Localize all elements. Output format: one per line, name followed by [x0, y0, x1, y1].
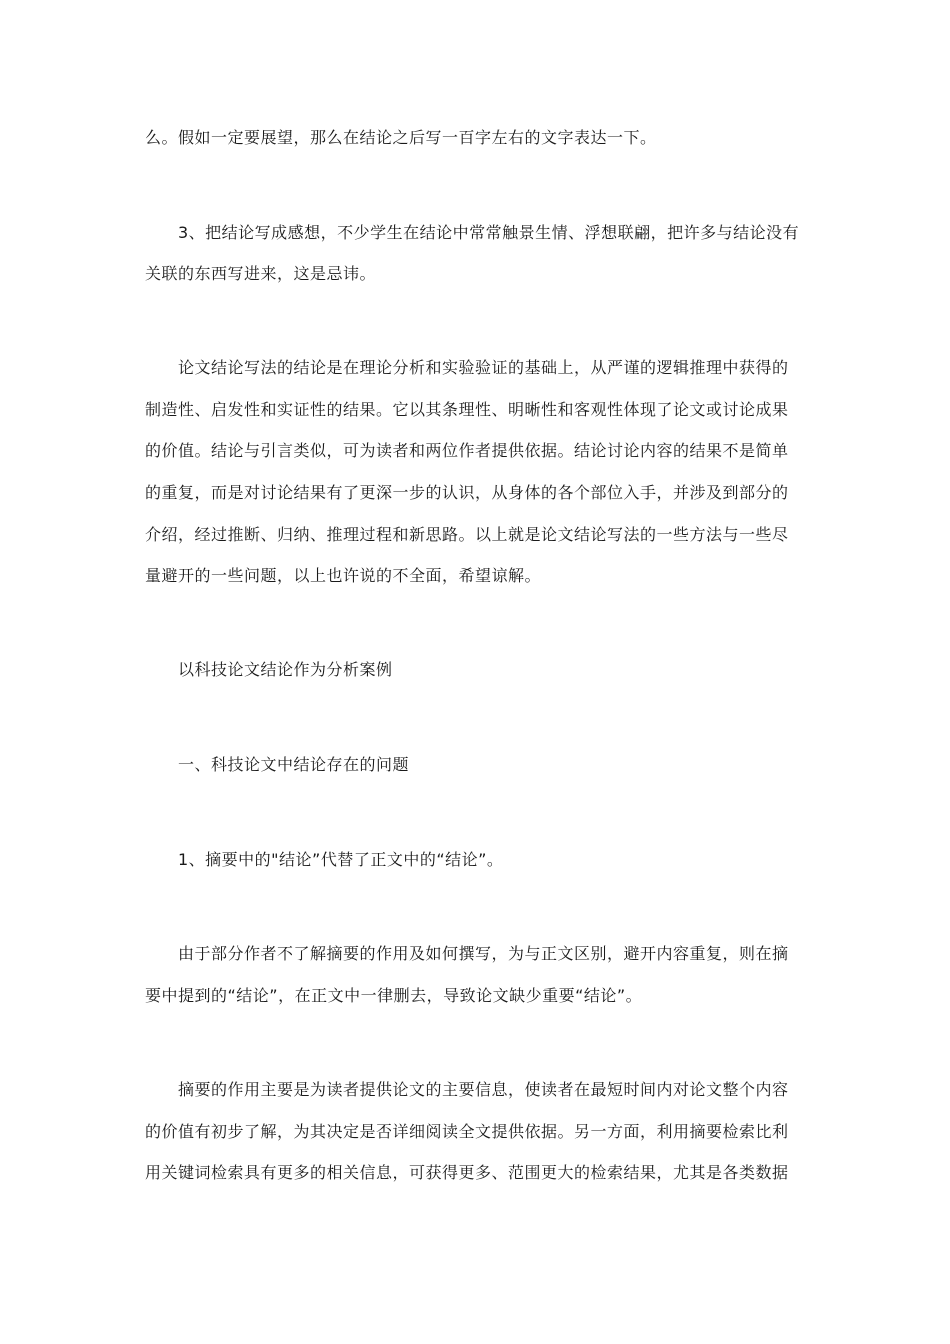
paragraph-7-line-2: 的价值有初步了解，为其决定是否详细阅读全文提供依据。另一方面，利用摘要检索比利: [145, 1122, 789, 1141]
paragraph-3-line-5: 介绍，经过推断、归纳、推理过程和新思路。以上就是论文结论写法的一些方法与一些尽: [145, 525, 789, 544]
paragraph-2-line-2: 关联的东西写进来，这是忌讳。: [145, 264, 377, 283]
paragraph-7-line-3: 用关键词检索具有更多的相关信息，可获得更多、范围更大的检索结果，尤其是各类数据: [145, 1163, 789, 1182]
paragraph-3-line-4: 的重复，而是对讨论结果有了更深一步的认识，从身体的各个部位入手，并涉及到部分的: [145, 483, 789, 502]
paragraph-3-line-2: 制造性、启发性和实证性的结果。它以其条理性、明晰性和客观性体现了论文或讨论成果: [145, 400, 789, 419]
paragraph-6-line-2: 要中提到的“结论”，在正文中一律删去，导致论文缺少重要“结论”。: [145, 986, 643, 1005]
subsection-heading-1: 1、摘要中的"结论”代替了正文中的“结论”。: [178, 850, 504, 869]
paragraph-3-line-1: 论文结论写法的结论是在理论分析和实验验证的基础上，从严谨的逻辑推理中获得的: [178, 358, 789, 377]
section-heading-problems: 一、科技论文中结论存在的问题: [178, 755, 410, 774]
paragraph-3-line-6: 量避开的一些问题，以上也许说的不全面，希望谅解。: [145, 566, 542, 585]
paragraph-2-line-1: 3、把结论写成感想，不少学生在结论中常常触景生情、浮想联翩，把许多与结论没有: [178, 223, 800, 242]
section-heading-case: 以科技论文结论作为分析案例: [178, 660, 393, 679]
paragraph-3-line-3: 的价值。结论与引言类似，可为读者和两位作者提供依据。结论讨论内容的结果不是简单: [145, 441, 789, 460]
paragraph-7-line-1: 摘要的作用主要是为读者提供论文的主要信息，使读者在最短时间内对论文整个内容: [178, 1080, 789, 1099]
paragraph-1-line-1: 么。假如一定要展望，那么在结论之后写一百字左右的文字表达一下。: [145, 128, 657, 147]
paragraph-6-line-1: 由于部分作者不了解摘要的作用及如何撰写，为与正文区别，避开内容重复，则在摘: [178, 944, 789, 963]
